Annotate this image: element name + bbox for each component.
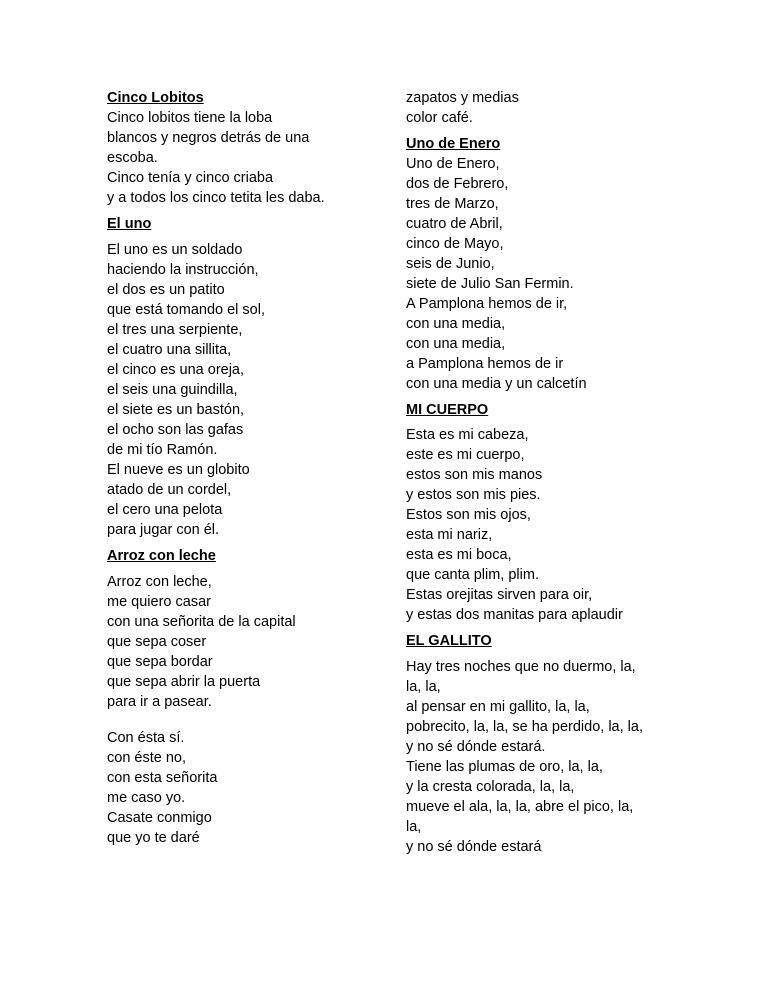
poem-line: Estos son mis ojos,	[406, 507, 531, 523]
poem-line: Arroz con leche,	[107, 574, 212, 590]
poem-line: Casate conmigo	[107, 810, 212, 826]
poem-line: tres de Marzo,	[406, 196, 499, 212]
poem-line: que sepa abrir la puerta	[107, 674, 261, 690]
poem-title: EL GALLITO	[406, 633, 492, 649]
poem-line: pobrecito, la, la, se ha perdido, la, la,	[406, 719, 643, 735]
poem-continuation	[406, 88, 668, 128]
poem-line: el tres una serpiente,	[107, 322, 243, 338]
poem-line: la, la,	[406, 679, 441, 695]
poem-line: zapatos y medias	[406, 90, 519, 106]
poem-uno-de-enero	[406, 134, 668, 394]
poem-line: Cinco lobitos tiene la loba	[107, 110, 273, 126]
poem-line: Esta es mi cabeza,	[406, 427, 529, 443]
poem-line: El uno es un soldado	[107, 242, 243, 258]
poem-line: la,	[406, 819, 422, 835]
poem-title: MI CUERPO	[406, 402, 489, 418]
poem-line: de mi tío Ramón.	[107, 442, 218, 458]
poem-line: Uno de Enero,	[406, 156, 500, 172]
poem-line: el siete es un bastón,	[107, 402, 245, 418]
poem-line: con una media y un calcetín	[406, 376, 587, 392]
poem-el-gallito	[406, 631, 668, 857]
poem-arroz-con-leche	[107, 546, 362, 848]
poem-line: el ocho son las gafas	[107, 422, 244, 438]
poem-line: y la cresta colorada, la, la,	[406, 779, 575, 795]
poem-line: el dos es un patito	[107, 282, 225, 298]
poem-line: Cinco tenía y cinco criaba	[107, 170, 274, 186]
poem-line: y no sé dónde estará	[406, 839, 542, 855]
poem-line: color café.	[406, 110, 473, 126]
poem-line: y a todos los cinco tetita les daba.	[107, 190, 325, 206]
poem-title: Uno de Enero	[406, 136, 501, 152]
poem-line: a Pamplona hemos de ir	[406, 356, 564, 372]
poem-line: este es mi cuerpo,	[406, 447, 525, 463]
poem-line: el cero una pelota	[107, 502, 223, 518]
poem-line: El nueve es un globito	[107, 462, 250, 478]
poem-line: A Pamplona hemos de ir,	[406, 296, 568, 312]
poem-title: Arroz con leche	[107, 548, 216, 564]
right-column	[406, 88, 668, 857]
poem-line: que canta plim, plim.	[406, 567, 539, 583]
poem-line: con esta señorita	[107, 770, 218, 786]
poem-line: el cuatro una sillita,	[107, 342, 232, 358]
poem-line: y estas dos manitas para aplaudir	[406, 607, 623, 623]
poem-line: cinco de Mayo,	[406, 236, 504, 252]
poem-line: atado de un cordel,	[107, 482, 232, 498]
poem-line: esta mi nariz,	[406, 527, 493, 543]
poem-line: que sepa bordar	[107, 654, 213, 670]
poem-line: que yo te daré	[107, 830, 200, 846]
poem-el-uno	[107, 214, 362, 540]
poem-line: y estos son mis pies.	[406, 487, 541, 503]
poem-line: dos de Febrero,	[406, 176, 509, 192]
poem-line: me caso yo.	[107, 790, 186, 806]
poem-line: con éste no,	[107, 750, 186, 766]
poem-line: Estas orejitas sirven para oir,	[406, 587, 593, 603]
poem-line: estos son mis manos	[406, 467, 543, 483]
poem-title: Cinco Lobitos	[107, 90, 204, 106]
poem-mi-cuerpo	[406, 400, 668, 625]
poem-title: El uno	[107, 216, 152, 232]
poem-cinco-lobitos	[107, 88, 362, 208]
poem-line: haciendo la instrucción,	[107, 262, 259, 278]
poem-line: que está tomando el sol,	[107, 302, 265, 318]
poem-line: el seis una guindilla,	[107, 382, 238, 398]
poem-line: cuatro de Abril,	[406, 216, 503, 232]
poem-line: para ir a pasear.	[107, 694, 212, 710]
poem-line: al pensar en mi gallito, la, la,	[406, 699, 590, 715]
poem-line: el cinco es una oreja,	[107, 362, 245, 378]
poem-line: que sepa coser	[107, 634, 207, 650]
poem-line: con una señorita de la capital	[107, 614, 296, 630]
poem-line: y no sé dónde estará.	[406, 739, 546, 755]
poem-line: con una media,	[406, 316, 506, 332]
poem-line: Con ésta sí.	[107, 730, 185, 746]
poem-line: Hay tres noches que no duermo, la,	[406, 659, 636, 675]
poem-line: seis de Junio,	[406, 256, 495, 272]
poem-line: siete de Julio San Fermin.	[406, 276, 574, 292]
poem-line: mueve el ala, la, la, abre el pico, la,	[406, 799, 634, 815]
poem-line: me quiero casar	[107, 594, 211, 610]
left-column	[107, 88, 362, 848]
poem-line: blancos y negros detrás de una	[107, 130, 310, 146]
poem-line: con una media,	[406, 336, 506, 352]
poem-line: escoba.	[107, 150, 158, 166]
poem-line: esta es mi boca,	[406, 547, 512, 563]
poem-line: Tiene las plumas de oro, la, la,	[406, 759, 603, 775]
poem-line: para jugar con él.	[107, 522, 220, 538]
